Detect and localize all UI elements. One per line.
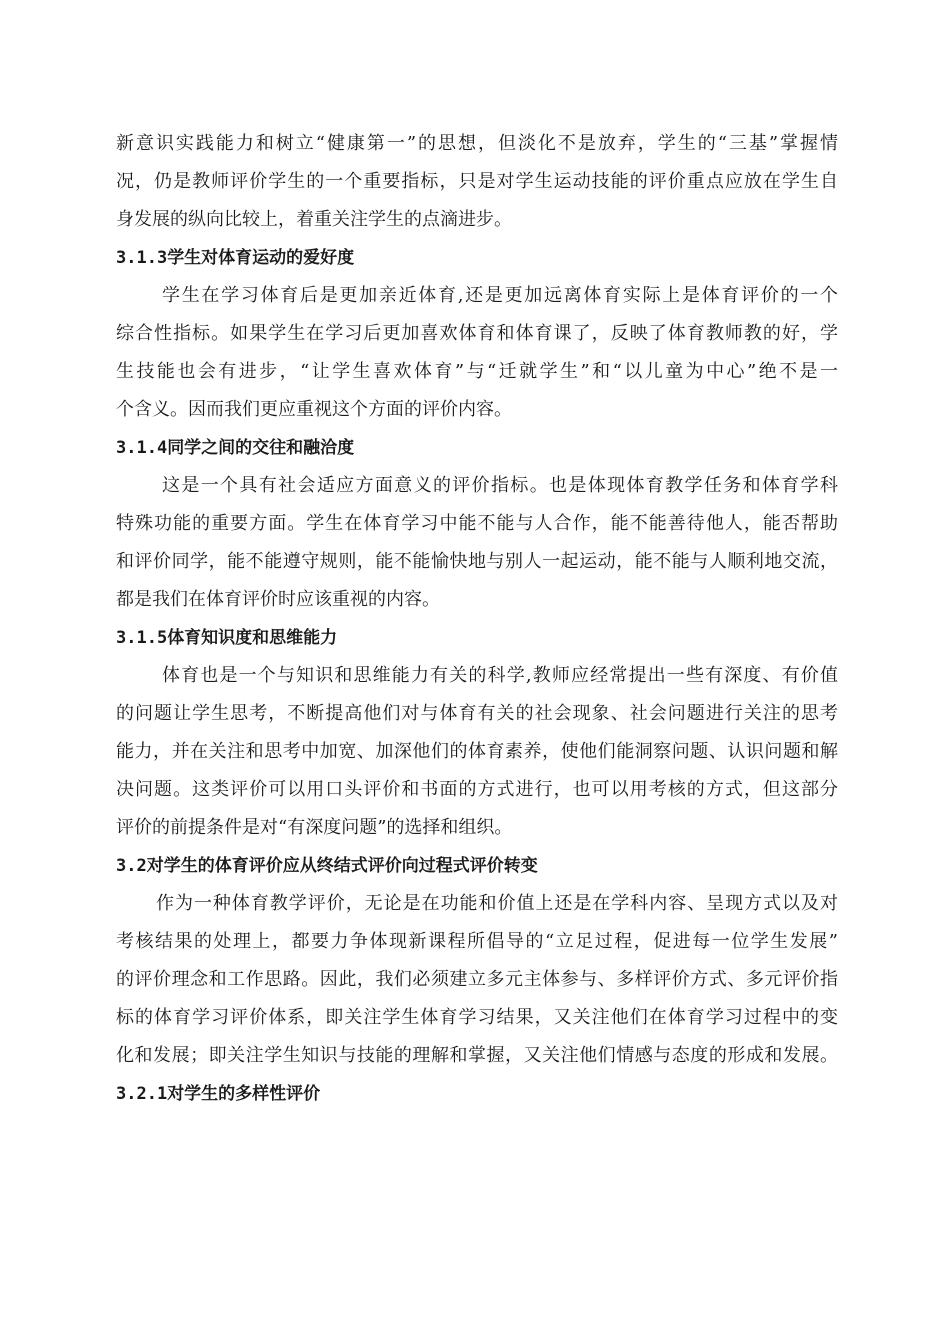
- section-number: 3.2.1: [116, 1084, 168, 1104]
- text-line: 这是一个具有社会适应方面意义的评价指标。也是体现体育教学任务和体育学科: [162, 475, 838, 496]
- text-line: 和评价同学，能不能遵守规则，能不能愉快地与别人一起运动，能不能与人顺利地交流，: [116, 551, 838, 572]
- section-heading-3-1-4: [116, 431, 838, 465]
- section-heading-3-2-1: [116, 1077, 838, 1111]
- text-line: 体育也是一个与知识和思维能力有关的科学,教师应经常提出一些有深度、有价值: [162, 665, 838, 686]
- section-title: 学生对体育运动的爱好度: [167, 248, 355, 268]
- text-line: 况，仍是教师评价学生的一个重要指标，只是对学生运动技能的评价重点应放在学生自: [116, 171, 838, 192]
- paragraph-3-1-3: [116, 277, 838, 429]
- section-number: 3.1.4: [116, 438, 168, 458]
- text-line: 作为一种体育教学评价，无论是在功能和价值上还是在学科内容、呈现方式以及对: [156, 893, 838, 914]
- section-title: 同学之间的交往和融洽度: [167, 438, 355, 458]
- text-line: 化和发展；即关注学生知识与技能的理解和掌握，又关注他们情感与态度的形成和发展。: [116, 1045, 838, 1066]
- text-line: 学生在学习体育后是更加亲近体育,还是更加远离体育实际上是体育评价的一个: [162, 285, 838, 306]
- document-body: [116, 125, 838, 1113]
- section-number: 3.1.5: [116, 628, 168, 648]
- text-line: 新意识实践能力和树立“健康第一”的思想，但淡化不是放弃，学生的“三基”掌握情: [116, 133, 838, 154]
- section-number: 3.2: [116, 856, 147, 876]
- section-heading-3-1-5: [116, 621, 838, 655]
- text-line: 都是我们在体育评价时应该重视的内容。: [116, 589, 440, 610]
- paragraph-3-2: [116, 885, 838, 1075]
- paragraph-3-1-4: [116, 467, 838, 619]
- text-line: 决问题。这类评价可以用口头评价和书面的方式进行，也可以用考核的方式，但这部分: [116, 779, 838, 800]
- text-line: 个含义。因而我们更应重视这个方面的评价内容。: [116, 399, 512, 420]
- text-line: 能力，并在关注和思考中加宽、加深他们的体育素养，使他们能洞察问题、认识问题和解: [116, 741, 838, 762]
- text-line: 评价的前提条件是对“有深度问题”的选择和组织。: [116, 817, 513, 838]
- section-title: 对学生的体育评价应从终结式评价向过程式评价转变: [146, 856, 538, 876]
- text-line: 身发展的纵向比较上，着重关注学生的点滴进步。: [116, 209, 512, 230]
- section-title: 体育知识度和思维能力: [167, 628, 338, 648]
- paragraph-intro: [116, 125, 838, 239]
- section-title: 对学生的多样性评价: [167, 1084, 321, 1104]
- paragraph-3-1-5: [116, 657, 838, 847]
- section-heading-3-2: [116, 849, 838, 883]
- text-line: 的评价理念和工作思路。因此，我们必须建立多元主体参与、多样评价方式、多元评价指: [116, 969, 838, 990]
- text-line: 生技能也会有进步，“让学生喜欢体育”与“迁就学生”和“以儿童为中心”绝不是一: [116, 361, 838, 382]
- text-line: 标的体育学习评价体系，即关注学生体育学习结果，又关注他们在体育学习过程中的变: [116, 1007, 838, 1028]
- text-line: 综合性指标。如果学生在学习后更加喜欢体育和体育课了，反映了体育教师教的好，学: [116, 323, 838, 344]
- text-line: 的问题让学生思考，不断提高他们对与体育有关的社会现象、社会问题进行关注的思考: [116, 703, 838, 724]
- text-line: 特殊功能的重要方面。学生在体育学习中能不能与人合作，能不能善待他人，能否帮助: [116, 513, 838, 534]
- text-line: 考核结果的处理上，都要力争体现新课程所倡导的“立足过程，促进每一位学生发展”: [116, 931, 838, 952]
- section-heading-3-1-3: [116, 241, 838, 275]
- section-number: 3.1.3: [116, 248, 168, 268]
